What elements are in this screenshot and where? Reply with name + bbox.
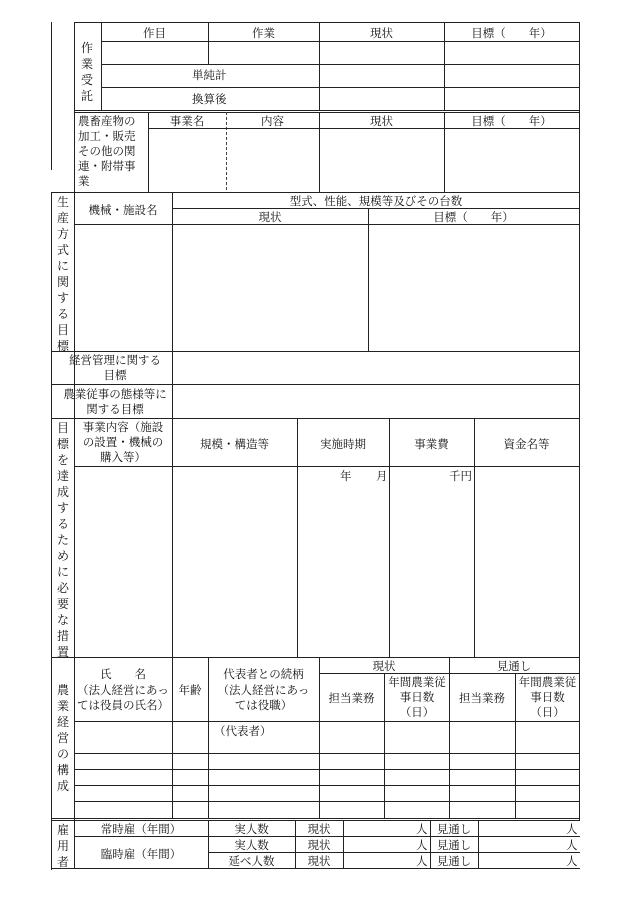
header-name: 氏 名	[100, 667, 146, 681]
outer-left-border	[51, 193, 52, 870]
header-business-name: 事業名	[169, 114, 205, 128]
divider	[51, 818, 580, 819]
header-current: 現状	[370, 26, 393, 40]
header-name-note: （法人経営にあっては役員の氏名）	[77, 683, 169, 712]
unit-person: 人	[566, 838, 578, 852]
header-age: 年齢	[178, 683, 202, 697]
processing-business-label: 農畜産物の加工・販売その他の関連・附帯事業	[78, 114, 136, 188]
temporary-employee-label: 臨時雇（年間）	[100, 847, 182, 861]
employment-target-label: 農業従事の態様等に関する目標	[63, 387, 167, 416]
divider	[51, 192, 580, 193]
section-label-contract-work: 作業受託	[80, 41, 93, 103]
divider	[172, 418, 173, 658]
unit-person: 人	[416, 822, 428, 836]
header-farm-days: 年間農業従事日数（日）	[388, 675, 446, 719]
outlook-label: 見通し	[436, 854, 472, 868]
divider	[319, 673, 580, 674]
current-label: 現状	[307, 838, 331, 852]
header-period: 実施時期	[320, 437, 366, 451]
divider	[74, 785, 580, 786]
divider	[51, 657, 580, 658]
header-current: 現状	[370, 114, 393, 128]
top-border	[74, 22, 580, 23]
header-target-year: 目標（ 年）	[471, 26, 552, 40]
divider	[343, 820, 344, 868]
section-label-farm-composition: 農業経営の構成	[56, 683, 69, 793]
outer-right-border	[579, 22, 580, 820]
divider	[51, 351, 580, 352]
unit-month: 月	[376, 469, 388, 483]
divider	[478, 820, 479, 868]
unit-person: 人	[566, 822, 578, 836]
divider	[74, 769, 580, 770]
divider	[51, 384, 580, 385]
outlook-label: 見通し	[436, 838, 472, 852]
header-machine-facility: 機械・施設名	[88, 203, 158, 217]
outer-left-border-top	[51, 22, 52, 170]
header-current: 現状	[258, 210, 282, 224]
current-label: 現状	[307, 854, 331, 868]
row-simple-total: 単純計	[192, 68, 227, 82]
permanent-employee-label: 常時雇（年間）	[100, 822, 182, 836]
header-relation-note: （法人経営にあっては役職）	[217, 683, 310, 712]
divider	[368, 208, 369, 352]
divider	[208, 657, 209, 819]
header-relation: 代表者との続柄	[223, 667, 304, 681]
unit-person: 人	[416, 838, 428, 852]
total-count-label: 延べ人数	[228, 854, 275, 868]
unit-year: 年	[340, 469, 352, 483]
divider	[74, 801, 580, 802]
header-cost: 事業費	[414, 437, 449, 451]
actual-count-label: 実人数	[234, 822, 269, 836]
section-label-employees: 雇用者	[56, 823, 69, 869]
divider	[449, 657, 450, 819]
divider	[51, 418, 580, 419]
header-fund-name: 資金名等	[503, 437, 550, 451]
section-label-production-method: 生産方式に関する目標	[56, 195, 69, 353]
unit-person: 人	[416, 854, 428, 868]
divider	[74, 110, 580, 111]
header-model-performance: 型式、性能、規模等及びその台数	[289, 194, 463, 208]
row-converted: 換算後	[192, 92, 227, 106]
divider	[148, 128, 580, 129]
divider	[208, 852, 580, 853]
outlook-label: 見通し	[436, 822, 472, 836]
current-label: 現状	[307, 822, 331, 836]
actual-count-label: 実人数	[234, 838, 269, 852]
header-scale-structure: 規模・構造等	[200, 437, 269, 451]
divider	[101, 64, 580, 65]
divider	[384, 673, 385, 819]
header-duty: 担当業務	[459, 691, 505, 705]
divider	[172, 208, 580, 209]
divider	[74, 753, 580, 754]
header-crop: 作目	[143, 26, 166, 40]
divider	[51, 820, 580, 821]
divider	[74, 721, 580, 722]
header-outlook: 見通し	[496, 659, 532, 673]
section-label-column-border	[74, 22, 75, 868]
divider	[74, 224, 580, 225]
header-target-year: 目標（ 年）	[433, 210, 514, 224]
divider	[74, 466, 580, 467]
divider	[297, 418, 298, 658]
header-farm-days: 年間農業従事日数（日）	[518, 675, 577, 719]
management-target-label: 経営管理に関する目標	[69, 353, 161, 382]
divider	[474, 418, 475, 658]
header-business-content: 事業内容（施設の設置・機械の購入等）	[82, 420, 164, 464]
unit-person: 人	[566, 854, 578, 868]
representative-label: （代表者）	[214, 724, 272, 738]
divider	[172, 657, 173, 819]
header-work: 作業	[252, 26, 275, 40]
section-label-necessary-measures: 目標を達成するために必要な措置	[56, 421, 69, 659]
header-target-year: 目標（ 年）	[471, 114, 552, 128]
header-current: 現状	[372, 659, 396, 673]
divider	[389, 418, 390, 658]
divider	[319, 657, 320, 819]
divider	[101, 87, 580, 88]
header-duty: 担当業務	[328, 691, 375, 705]
divider	[101, 41, 580, 42]
divider	[74, 836, 580, 837]
divider	[74, 112, 580, 113]
header-content: 内容	[261, 114, 284, 128]
unit-thousand-yen: 千円	[449, 469, 472, 483]
bottom-border	[51, 868, 580, 869]
